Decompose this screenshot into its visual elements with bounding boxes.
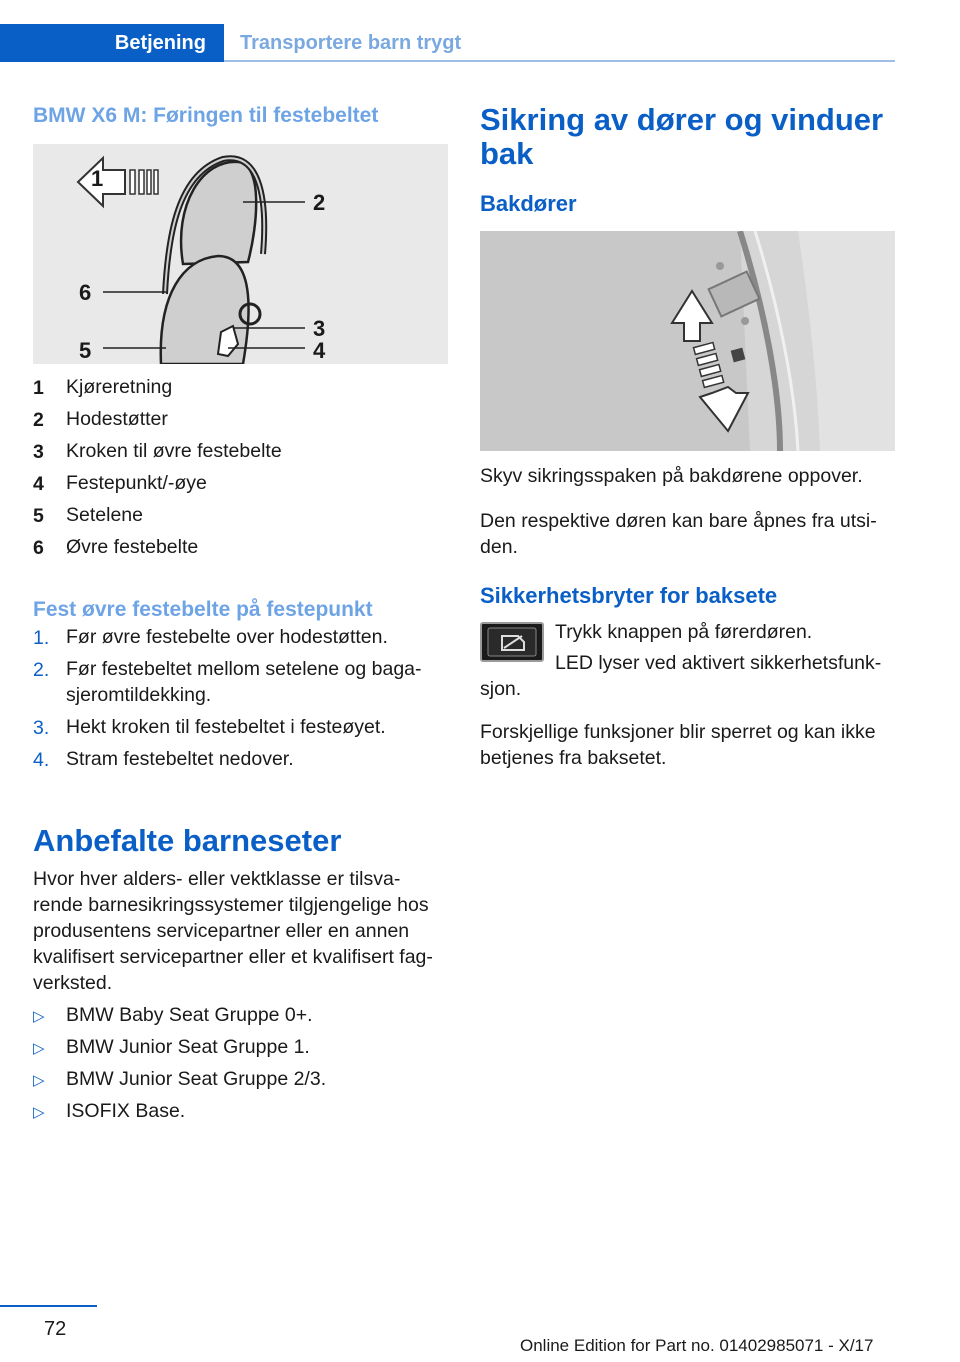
recommended-text <box>33 866 453 996</box>
callout-2: 2 <box>313 190 326 215</box>
door-lock-illustration <box>480 231 895 451</box>
figure-title: BMW X6 M: Føringen til festebeltet <box>33 104 379 127</box>
step-text-cont: sjeromtildekking. <box>66 684 212 706</box>
step-text: Før festebeltet mellom setelene og baga‐ <box>66 658 422 680</box>
text-line: Forskjellige funksjoner blir sperret og kan ikke <box>480 721 876 743</box>
bullet-item <box>33 1069 453 1101</box>
text-line: produsentens servicepartner eller en annen <box>33 920 410 942</box>
step-item <box>33 627 453 659</box>
step-text: Før øvre festebelte over hodestøtten. <box>66 626 388 648</box>
bullet-text: BMW Baby Seat Gruppe 0+. <box>66 1004 313 1026</box>
title-line: bak <box>480 136 534 171</box>
text-line: den. <box>480 536 518 558</box>
page-number: 72 <box>44 1318 67 1340</box>
callout-5: 5 <box>79 338 92 363</box>
bullet-item <box>33 1037 453 1069</box>
edition-text: Online Edition for Part no. 01402985071 - X/17 <box>520 1336 874 1355</box>
section-title-doors <box>480 103 883 171</box>
text-line: betjenes fra baksetet. <box>480 747 667 769</box>
legend-number: 4 <box>33 473 44 495</box>
section-title-recommended: Anbefalte barneseter <box>33 823 342 858</box>
legend-number: 1 <box>33 377 44 399</box>
step-number: 2. <box>33 659 50 681</box>
legend-number: 6 <box>33 537 44 559</box>
bullet-triangle-icon: ▷ <box>33 1104 45 1121</box>
callout-6: 6 <box>79 280 92 305</box>
step-number: 1. <box>33 627 50 649</box>
text-line: Den respektive døren kan bare åpnes fra utsi‐ <box>480 510 877 532</box>
bullet-text: ISOFIX Base. <box>66 1100 186 1122</box>
step-item <box>33 717 453 749</box>
legend-text: Kroken til øvre festebelte <box>66 440 282 462</box>
steps-list <box>33 627 453 781</box>
bullet-text: BMW Junior Seat Gruppe 1. <box>66 1036 310 1058</box>
bullet-triangle-icon: ▷ <box>33 1072 45 1089</box>
text-line: rende barnesikringssystemer tilgjengelige hos <box>33 894 429 916</box>
step-item <box>33 659 453 717</box>
legend-number: 2 <box>33 409 44 431</box>
subheading-safety-switch: Sikkerhetsbryter for baksete <box>480 583 778 608</box>
legend-text: Kjøreretning <box>66 376 173 398</box>
legend-text: Setelene <box>66 504 143 526</box>
callout-4: 4 <box>313 338 326 363</box>
legend-text: Hodestøtter <box>66 408 168 430</box>
bullet-triangle-icon: ▷ <box>33 1040 45 1057</box>
rear-door-figure <box>480 231 895 451</box>
child-lock-button-icon <box>480 622 544 662</box>
legend-number: 3 <box>33 441 44 463</box>
rear-doors-note <box>480 508 877 560</box>
seat-bullets <box>33 1005 453 1133</box>
step-text: Hekt kroken til festebeltet i festeøyet. <box>66 716 386 738</box>
title-line: Sikring av dører og vinduer <box>480 102 884 137</box>
bullet-item <box>33 1101 453 1133</box>
belt-routing-figure <box>33 144 448 364</box>
text-line: verksted. <box>33 972 113 994</box>
bullet-triangle-icon: ▷ <box>33 1008 45 1025</box>
bullet-item <box>33 1005 453 1037</box>
legend-text: Øvre festebelte <box>66 536 199 558</box>
callout-3: 3 <box>313 316 326 341</box>
subheading-rear-doors: Bakdører <box>480 191 577 216</box>
safety-switch-note <box>480 719 876 771</box>
legend-number: 5 <box>33 505 44 527</box>
safety-switch-step1: Trykk knappen på førerdøren. <box>555 621 813 643</box>
callout-1: 1 <box>91 166 104 191</box>
footer-rule <box>0 1305 97 1307</box>
bullet-text: BMW Junior Seat Gruppe 2/3. <box>66 1068 327 1090</box>
step-number: 4. <box>33 749 50 771</box>
tab-betjening[interactable]: Betjening <box>0 24 224 62</box>
window-lock-symbol-icon <box>482 624 542 660</box>
tab-transportere-barn[interactable]: Transportere barn trygt <box>240 32 462 54</box>
step-number: 3. <box>33 717 50 739</box>
safety-switch-step2-cont: sjon. <box>480 678 522 700</box>
step-text: Stram festebeltet nedover. <box>66 748 294 770</box>
safety-switch-step2: LED lyser ved aktivert sikkerhetsfunk‐ <box>555 652 882 674</box>
steps-heading: Fest øvre festebelte på festepunkt <box>33 598 373 621</box>
step-item <box>33 749 453 781</box>
text-line: Hvor hver alders- eller vektklasse er tilsva‐ <box>33 868 401 890</box>
text-line: kvalifisert servicepartner eller et kvalifisert fag‐ <box>33 946 433 968</box>
legend-text: Festepunkt/-øye <box>66 472 207 494</box>
rear-doors-instruction: Skyv sikringsspaken på bakdørene oppover. <box>480 465 863 487</box>
